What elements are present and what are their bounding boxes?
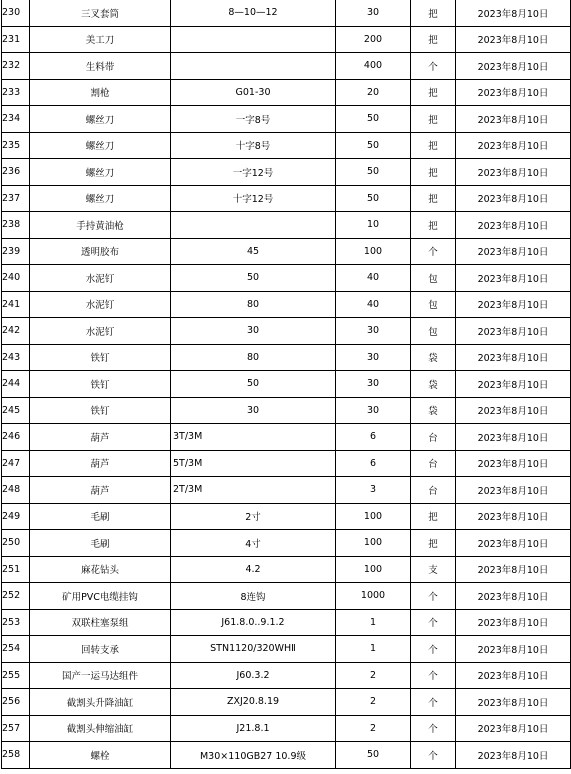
table-row [2,424,571,451]
quantity-cell: 3 [336,477,411,504]
quantity-cell: 100 [336,238,411,265]
item-name-cell: 水泥钉 [30,265,171,292]
table-row [2,291,571,318]
item-spec-cell: ZXJ20.8.19 [171,689,336,716]
item-spec-cell: G01-30 [171,79,336,106]
quantity-cell: 100 [336,530,411,557]
item-name-cell: 国产一运马达组件 [30,662,171,689]
row-number-cell: 257 [2,715,30,742]
item-spec-cell: 5T/3M [171,450,336,477]
table-row [2,689,571,716]
unit-cell: 台 [411,450,456,477]
item-spec-cell: 30 [171,397,336,424]
date-cell: 2023年8月10日 [456,424,571,451]
row-number-cell: 250 [2,530,30,557]
table-row [2,477,571,504]
row-number-cell: 237 [2,185,30,212]
item-spec-cell: 3T/3M [171,424,336,451]
item-spec-cell: 8连钩 [171,583,336,610]
unit-cell: 把 [411,503,456,530]
table-row [2,79,571,106]
unit-cell: 袋 [411,371,456,398]
item-name-cell: 毛刷 [30,530,171,557]
unit-cell: 把 [411,26,456,53]
unit-cell: 台 [411,477,456,504]
date-cell: 2023年8月10日 [456,26,571,53]
date-cell: 2023年8月10日 [456,265,571,292]
row-number-cell: 258 [2,742,30,769]
date-cell: 2023年8月10日 [456,0,571,26]
unit-cell: 个 [411,662,456,689]
item-name-cell: 矿用PVC电缆挂钩 [30,583,171,610]
row-number-cell: 254 [2,636,30,663]
row-number-cell: 239 [2,238,30,265]
quantity-cell: 50 [336,742,411,769]
item-name-cell: 美工刀 [30,26,171,53]
row-number-cell: 234 [2,106,30,133]
item-name-cell: 螺丝刀 [30,185,171,212]
date-cell: 2023年8月10日 [456,609,571,636]
table-row [2,238,571,265]
date-cell: 2023年8月10日 [456,371,571,398]
item-name-cell: 透明胶布 [30,238,171,265]
unit-cell: 袋 [411,397,456,424]
row-number-cell: 230 [2,0,30,26]
table-row [2,450,571,477]
item-spec-cell: 80 [171,291,336,318]
unit-cell: 个 [411,715,456,742]
item-name-cell: 螺丝刀 [30,132,171,159]
table-row [2,265,571,292]
date-cell: 2023年8月10日 [456,636,571,663]
table-row [2,0,571,26]
quantity-cell: 2 [336,715,411,742]
quantity-cell: 100 [336,556,411,583]
unit-cell: 包 [411,265,456,292]
date-cell: 2023年8月10日 [456,212,571,239]
item-name-cell: 铁钉 [30,344,171,371]
row-number-cell: 246 [2,424,30,451]
quantity-cell: 50 [336,159,411,186]
item-spec-cell: J61.8.0..9.1.2 [171,609,336,636]
date-cell: 2023年8月10日 [456,450,571,477]
item-name-cell: 双联柱塞泵组 [30,609,171,636]
date-cell: 2023年8月10日 [456,291,571,318]
unit-cell: 个 [411,609,456,636]
item-spec-cell: 4.2 [171,556,336,583]
item-name-cell: 麻花钻头 [30,556,171,583]
quantity-cell: 200 [336,26,411,53]
table-row [2,742,571,769]
quantity-cell: 50 [336,106,411,133]
quantity-cell: 50 [336,185,411,212]
date-cell: 2023年8月10日 [456,583,571,610]
quantity-cell: 30 [336,397,411,424]
row-number-cell: 251 [2,556,30,583]
row-number-cell: 232 [2,53,30,80]
table-row [2,397,571,424]
item-spec-cell [171,26,336,53]
table-row [2,371,571,398]
date-cell: 2023年8月10日 [456,79,571,106]
table-row [2,212,571,239]
item-spec-cell [171,212,336,239]
unit-cell: 袋 [411,344,456,371]
row-number-cell: 249 [2,503,30,530]
row-number-cell: 244 [2,371,30,398]
unit-cell: 支 [411,556,456,583]
date-cell: 2023年8月10日 [456,106,571,133]
quantity-cell: 100 [336,503,411,530]
table-row [2,609,571,636]
item-name-cell: 回转支承 [30,636,171,663]
date-cell: 2023年8月10日 [456,530,571,557]
item-spec-cell [171,53,336,80]
item-name-cell: 水泥钉 [30,318,171,345]
unit-cell: 把 [411,79,456,106]
quantity-cell: 30 [336,344,411,371]
unit-cell: 把 [411,106,456,133]
date-cell: 2023年8月10日 [456,185,571,212]
item-spec-cell: STN1120/320WHⅡ [171,636,336,663]
row-number-cell: 242 [2,318,30,345]
item-spec-cell: 十字8号 [171,132,336,159]
quantity-cell: 30 [336,0,411,26]
table-row [2,583,571,610]
item-name-cell: 葫芦 [30,477,171,504]
item-name-cell: 葫芦 [30,424,171,451]
item-spec-cell: 一字8号 [171,106,336,133]
item-name-cell: 手持黄油枪 [30,212,171,239]
row-number-cell: 247 [2,450,30,477]
table-row [2,26,571,53]
item-spec-cell: 2寸 [171,503,336,530]
item-name-cell: 葫芦 [30,450,171,477]
unit-cell: 个 [411,53,456,80]
item-spec-cell: 一字12号 [171,159,336,186]
table-body [2,0,571,768]
row-number-cell: 255 [2,662,30,689]
date-cell: 2023年8月10日 [456,159,571,186]
table-row [2,132,571,159]
item-name-cell: 铁钉 [30,371,171,398]
item-spec-cell: J60.3.2 [171,662,336,689]
item-spec-cell: 80 [171,344,336,371]
quantity-cell: 1 [336,636,411,663]
item-name-cell: 截割头伸缩油缸 [30,715,171,742]
item-name-cell: 截割头升降油缸 [30,689,171,716]
table-row [2,159,571,186]
table-row [2,530,571,557]
row-number-cell: 243 [2,344,30,371]
row-number-cell: 236 [2,159,30,186]
date-cell: 2023年8月10日 [456,556,571,583]
date-cell: 2023年8月10日 [456,662,571,689]
row-number-cell: 241 [2,291,30,318]
date-cell: 2023年8月10日 [456,397,571,424]
quantity-cell: 1000 [336,583,411,610]
item-name-cell: 螺栓 [30,742,171,769]
date-cell: 2023年8月10日 [456,132,571,159]
date-cell: 2023年8月10日 [456,477,571,504]
unit-cell: 把 [411,0,456,26]
item-name-cell: 铁钉 [30,397,171,424]
quantity-cell: 6 [336,450,411,477]
unit-cell: 个 [411,583,456,610]
table-row [2,503,571,530]
inventory-table [1,0,571,769]
row-number-cell: 248 [2,477,30,504]
item-name-cell: 毛刷 [30,503,171,530]
table-row [2,662,571,689]
item-spec-cell: 30 [171,318,336,345]
row-number-cell: 253 [2,609,30,636]
row-number-cell: 240 [2,265,30,292]
row-number-cell: 233 [2,79,30,106]
date-cell: 2023年8月10日 [456,344,571,371]
item-name-cell: 水泥钉 [30,291,171,318]
unit-cell: 个 [411,636,456,663]
row-number-cell: 238 [2,212,30,239]
item-spec-cell: 50 [171,265,336,292]
unit-cell: 台 [411,424,456,451]
quantity-cell: 40 [336,291,411,318]
item-name-cell: 三叉套筒 [30,0,171,26]
date-cell: 2023年8月10日 [456,742,571,769]
table-row [2,318,571,345]
item-name-cell: 割枪 [30,79,171,106]
quantity-cell: 30 [336,371,411,398]
row-number-cell: 235 [2,132,30,159]
table-row [2,106,571,133]
table-row [2,185,571,212]
quantity-cell: 6 [336,424,411,451]
date-cell: 2023年8月10日 [456,503,571,530]
row-number-cell: 231 [2,26,30,53]
unit-cell: 个 [411,742,456,769]
quantity-cell: 2 [336,689,411,716]
item-spec-cell: 十字12号 [171,185,336,212]
row-number-cell: 245 [2,397,30,424]
date-cell: 2023年8月10日 [456,715,571,742]
date-cell: 2023年8月10日 [456,53,571,80]
item-spec-cell: 2T/3M [171,477,336,504]
unit-cell: 包 [411,318,456,345]
table-row [2,556,571,583]
quantity-cell: 50 [336,132,411,159]
date-cell: 2023年8月10日 [456,238,571,265]
row-number-cell: 256 [2,689,30,716]
item-spec-cell: 4寸 [171,530,336,557]
item-spec-cell: 50 [171,371,336,398]
quantity-cell: 10 [336,212,411,239]
item-spec-cell: J21.8.1 [171,715,336,742]
item-name-cell: 螺丝刀 [30,159,171,186]
date-cell: 2023年8月10日 [456,318,571,345]
quantity-cell: 20 [336,79,411,106]
unit-cell: 把 [411,530,456,557]
item-name-cell: 生料带 [30,53,171,80]
quantity-cell: 2 [336,662,411,689]
unit-cell: 个 [411,689,456,716]
table-row [2,715,571,742]
unit-cell: 把 [411,185,456,212]
unit-cell: 个 [411,238,456,265]
table-row [2,636,571,663]
item-spec-cell: M30×110GB27 10.9级 [171,742,336,769]
date-cell: 2023年8月10日 [456,689,571,716]
unit-cell: 包 [411,291,456,318]
unit-cell: 把 [411,159,456,186]
quantity-cell: 40 [336,265,411,292]
row-number-cell: 252 [2,583,30,610]
quantity-cell: 1 [336,609,411,636]
unit-cell: 把 [411,132,456,159]
table-row [2,344,571,371]
item-spec-cell: 45 [171,238,336,265]
item-name-cell: 螺丝刀 [30,106,171,133]
quantity-cell: 30 [336,318,411,345]
item-spec-cell: 8—10—12 [171,0,336,26]
quantity-cell: 400 [336,53,411,80]
unit-cell: 把 [411,212,456,239]
table-row [2,53,571,80]
